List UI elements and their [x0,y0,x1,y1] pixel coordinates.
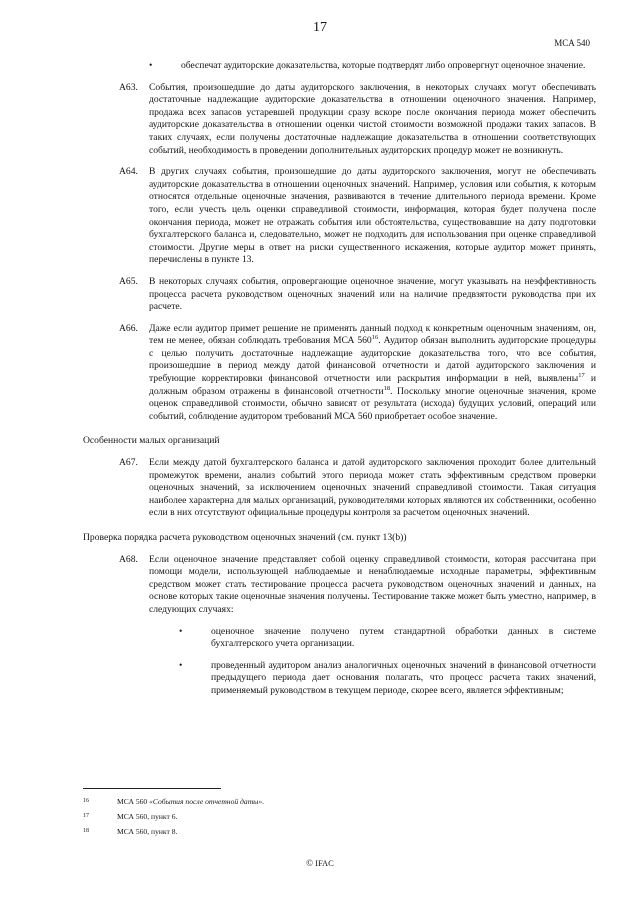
footnote-text: МСА 560, пункт 8. [117,827,178,836]
text-run: и должным образом отражены в финансовой отчетности [149,373,596,397]
paragraph-a66 [119,323,596,424]
section-heading-small-entities: Особенности малых организаций [83,435,220,447]
text-run: . Поскольку многие оценочные значения, кроме оценок справедливой стоимости, обычно зависят от результата (исхода) будущих условий, операций или событий, соблюдение аудитором требований МСА 560 приобретает особое значение. [149,385,596,422]
a68-bullet-1 [149,626,596,651]
paragraph-number: A67. [119,457,138,469]
footnote-title: «События после отчетной даты» [149,797,263,806]
paragraph-text [149,323,596,422]
footnote-text: МСА 560 [117,797,150,806]
footnote-ref-16[interactable]: 16 [371,334,379,342]
bullet-icon: • [179,659,183,671]
footnote-ref-17[interactable]: 17 [578,371,585,379]
footnote-number: 16 [83,798,89,804]
a68-bullet-2 [149,660,596,698]
footnote-17 [83,812,563,822]
paragraph-number: A64. [119,166,138,178]
bullet-icon: • [149,60,153,71]
paragraph-text: События, произошедшие до даты аудиторского заключения, в некоторых случаях могут обеспечивать достаточные надлежащие аудиторские доказательства в отношении оценочного значения. Например, продажа всех запасов устаревшей продукции сразу вскоре после окончания периода может обеспечить аудиторские доказательства в отношении оценки чистой стоимости возможной продажи таких запасов. В таких случаях, если получены достаточные надлежащие доказательства в отношении соответствующих событий, необходимость в проведении дополнительных аудиторских процедур может не возникнуть. [149,81,596,156]
paragraph-number: A63. [119,81,138,93]
paragraph-a68 [119,554,596,617]
paragraph-number: A68. [119,553,138,565]
bullet-text: оценочное значение получено путем стандартной обработки данных в системе бухгалтерского учета организации. [211,625,596,650]
footnote-text: МСА 560, пункт 6. [117,812,178,821]
footer-org: IFAC [315,858,334,868]
copyright-icon: © [306,858,313,868]
paragraph-text: В других случаях события, произошедшие до даты аудиторского заключения, могут не обеспечивать аудиторские доказательства в отношении оценочных значений. Например, условия или события, к которым относятся отдельные оценочные значения, развиваются в течение длительного периода времени. Кроме того, если учесть цель оценки справедливой стоимости, информация, которая будет получена после окончания периода, может не отражать события или обстоятельства, существовавшие на дату подготовки бухгалтерского баланса и, следовательно, может не подходить для использования при оценке справедливой стоимости. Другие меры в ответ на риски существенного искажения, которые аудитор может принять, перечислены в пункте 13. [149,166,596,266]
text-run: . Аудитор обязан выполнить аудиторские процедуры с целью получить достаточные надлежащие аудиторские доказательства того, что все события, произошедшие в период между датой финансовой отчетности и датой аудиторского заключения и требующие корректировки финансовой отчетности или раскрытия информации в ней, выявлены [149,335,596,385]
paragraph-text: В некоторых случаях события, опровергающие оценочное значение, могут указывать на неэффективность процесса расчета руководством оценочных значений или на наличие предвзятости руководства при их расчете. [149,275,596,313]
paragraph-text: Если между датой бухгалтерского баланса и датой аудиторского заключения проходит более длительный промежуток времени, анализ событий этого периода может стать эффективным средством проверки оценочных значений, за исключением оценочных значений справедливой стоимости. Такая ситуация наиболее характерна для малых организаций, руководителями которых являются их собственники, особенно если в них отсутствуют официальные процедуры контроля за расчетом оценочных значений. [149,457,596,519]
footnote-divider [83,788,221,789]
page-number: 17 [313,20,327,35]
footnote-text: . [262,797,265,806]
paragraph-number: A65. [119,275,138,287]
paragraph-a67 [119,457,596,520]
footnote-number: 17 [83,813,89,819]
footnote-number: 18 [83,828,89,834]
page-footer [0,858,640,868]
text-run: Даже если аудитор примет решение не применять данный подход к конкретным оценочным значениям, он, тем не менее, обязан соблюдать требования МСА 560 [149,322,596,347]
footnote-16 [83,797,563,807]
paragraph-a65 [119,276,596,314]
paragraph-number: A66. [119,322,138,334]
bullet-icon: • [179,625,183,637]
document-code: MCA 540 [554,38,590,48]
section-heading-testing-process: Проверка порядка расчета руководством оценочных значений (см. пункт 13(b)) [83,532,407,543]
intro-bullet [119,60,596,73]
main-content [83,60,596,707]
footnote-18 [83,827,563,837]
footnote-ref-18[interactable]: 18 [383,384,391,392]
bullet-text: обеспечат аудиторские доказательства, которые подтвердят либо опровергнут оценочное значение. [181,60,586,71]
bullet-text: проведенный аудитором анализ аналогичных оценочных значений в финансовой отчетности предыдущего периода дает основания полагать, что процесс расчета таких значений, применяемый руководством в текущем периоде, скорее всего, является эффективным; [211,659,596,696]
paragraph-text: Если оценочное значение представляет собой оценку справедливой стоимости, которая рассчитана при помощи модели, использующей наблюдаемые и ненаблюдаемые исходные параметры, эффективным средством может стать тестирование процесса расчета руководством оценочных значений и данных, на основе которых такие оценочные значения получены. Тестирование также может быть уместно, например, в следующих случаях: [149,553,596,615]
paragraph-a64 [119,166,596,267]
footnotes [83,797,563,842]
paragraph-a63 [119,82,596,158]
